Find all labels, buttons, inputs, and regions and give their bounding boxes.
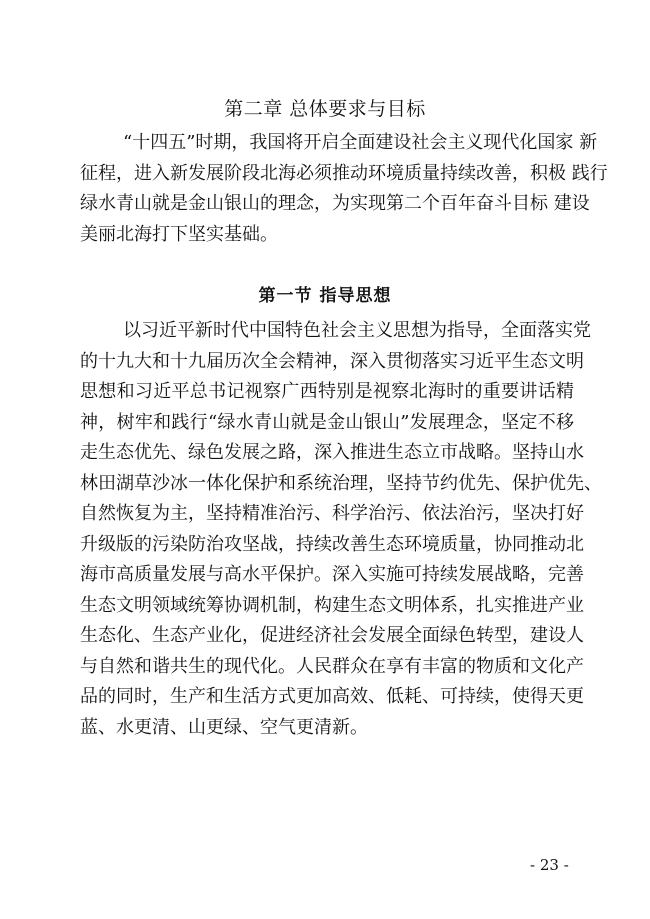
- body-line: 自然恢复为主，坚持精准治污、科学治污、依法治污，坚决打好: [80, 503, 584, 524]
- chapter-title: 第二章 总体要求与目标: [224, 98, 426, 120]
- body-line: 品的同时，生产和生活方式更加高效、低耗、可持续，使得天更: [80, 686, 584, 707]
- body-line: 林田湖草沙冰一体化保护和系统治理，坚持节约优先、保护优先、: [80, 472, 602, 494]
- body-line: 神，树牢和践行“绿水青山就是金山银山”发展理念，坚定不移: [80, 411, 574, 433]
- body-line: 生态文明领域统筹协调机制，构建生态文明体系，扎实推进产业: [80, 594, 584, 616]
- intro-line: 绿水青山就是金山银山的理念，为实现第二个百年奋斗目标 建设: [80, 193, 590, 214]
- guiding-ideology-paragraph: [80, 316, 602, 743]
- body-line: 走生态优先、绿色发展之路，深入推进生态立市战略。坚持山水: [80, 442, 584, 463]
- body-line: 思想和习近平总书记视察广西特别是视察北海时的重要讲话精: [80, 381, 574, 402]
- body-line: 以习近平新时代中国特色社会主义思想为指导，全面落实党: [123, 320, 591, 341]
- body-line: 生态化、生态产业化，促进经济社会发展全面绿色转型，建设人: [80, 625, 584, 646]
- intro-line: “十四五”时期，我国将开启全面建设社会主义现代化国家 新: [123, 132, 598, 153]
- body-line: 与自然和谐共生的现代化。人民群众在享有丰富的物质和文化产: [80, 655, 584, 677]
- body-line: 海市高质量发展与高水平保护。深入实施可持续发展战略，完善: [80, 564, 584, 585]
- intro-line: 征程，进入新发展阶段北海必须推动环境质量持续改善，积极 践行: [80, 162, 608, 184]
- section-title: 第一节 指导思想: [258, 286, 392, 306]
- body-line: 蓝、水更清、山更绿、空气更清新。: [80, 716, 368, 738]
- body-line: 升级版的污染防治攻坚战，持续改善生态环境质量，协同推动北: [80, 533, 584, 555]
- intro-paragraph: [80, 128, 608, 250]
- intro-line: 美丽北海打下坚实基础。: [80, 223, 278, 245]
- page-number: - 23 -: [530, 856, 569, 874]
- body-line: 的十九大和十九届历次全会精神，深入贯彻落实习近平生态文明: [80, 350, 584, 372]
